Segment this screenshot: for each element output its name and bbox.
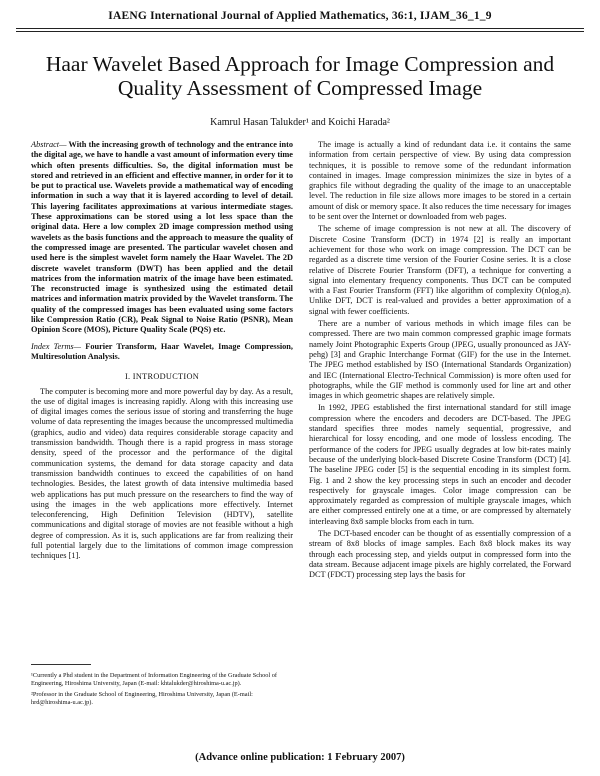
publication-footer: (Advance online publication: 1 February 2007) — [195, 752, 405, 763]
abstract-text: With the increasing growth of technology and the entrance into the digital age, we have to handle a vast amount of information every time which often presents difficulties. So, the digital information must be stored and retrieved in an efficient and effective manner, in order for it to be put to practical use. Wavelets provide a mathematical way of encoding information in such a way that it is layered according to level of detail. This layering facilitates approximations at various intermediate stages. These approximations can be stored using a lot less space than the original data. Here a low complex 2D image compression method using wavelets as the basis functions and the approach to measure the quality of the compressed image are presented. The particular wavelet chosen and used here is the simplest wavelet form namely the Haar Wavelet. The 2D discrete wavelet transform (DWT) has been applied and the detail matrices from the information matrix of the image have been estimated. The reconstructed image is synthesized using the estimated detail matrices and information matrix provided by the Wavelet transform. The quality of the compressed images has been evaluated using some factors like Compression Ratio (CR), Peak Signal to Noise Ratio (PSNR), Mean Opinion Score (MOS), Picture Quality Scale (PQS) etc. — [31, 140, 293, 335]
paper-title: Haar Wavelet Based Approach for Image Compression and Quality Assessment of Compressed Image — [45, 52, 555, 100]
right-paragraph-1: The image is actually a kind of redundant data i.e. it contains the same information from certain perspective of view. By using data compression techniques, it is possible to remove some of the redundant information contained in images. Image compression minimizes the size in bytes of a graphics file without degrading the quality of the image to an unacceptable level. The reduction in file size allows more images to be stored in a certain amount of disk or memory space. It also reduces the time necessary for images to be sent over the Internet or downloaded from web pages. — [309, 140, 571, 222]
right-paragraph-4: In 1992, JPEG established the first international standard for still image compression where the encoders and decoders are DCT-based. The JPEG standard specifies three modes namely sequential, progressive, and hierarchical for lossy encoding, and one mode of lossless encoding. The performance of the coders for JPEG usually degrades at low bit-rates mainly because of the underlying block-based Discrete Cosine Transform (DCT) [4]. The baseline JPEG coder [5] is the sequential encoding in its simplest form. Fig. 1 and 2 show the key processing steps in such an encoder and decoder respectively for grayscale images. Color image compression can be approximately regarded as compression of multiple grayscale images, which are either compressed entirely one at a time, or are compressed by alternately interleaving 8x8 sample blocks from each in turn. — [309, 403, 571, 526]
index-terms-label: Index Terms— — [31, 341, 82, 351]
right-paragraph-5: The DCT-based encoder can be thought of as essentially compression of a stream of 8x8 blocks of image samples. Each 8x8 block makes its way through each processing step, and yields output in compressed form into the data stream. Because adjacent image pixels are highly correlated, the Forward DCT (FDCT) processing step lays the basis for — [309, 528, 571, 580]
right-column — [309, 140, 571, 582]
right-paragraph-2: The scheme of image compression is not new at all. The discovery of Discrete Cosine Transform (DCT) in 1974 [2] is really an important achievement for those who work on image compression. The DCT can be regarded as a discrete time version of the Fourier Cosine series. It is a close relative of Discrete Fourier Transform (DFT), a technique for converting a signal into elementary frequency components. Thus DCT can be computed with a Fast Fourier Transform (FFT) like algorithm of complexity O(nlog₂n). Unlike DFT, DCT is real-valued and provides a better approximation of a signal with fewer coefficients. — [309, 224, 571, 316]
left-column — [31, 140, 293, 564]
footnote-2: ²Professor in the Graduate School of Engineering, Hiroshima University, Japan (E-mail: hrd@hiroshima-u.ac.jp). — [31, 691, 253, 706]
abstract-label: Abstract— — [31, 140, 67, 149]
section-heading: I. INTRODUCTION — [124, 372, 200, 382]
right-paragraph-3: There are a number of various methods in which image files can be compressed. There are two main common compressed graphic image formats namely Joint Photographic Experts Group (JPEG, usually pronounced as JAY-pehg) [3] and Graphic Interchange Format (GIF) for the use in the Internet. The JPEG method established by ISO (International Standards Organization) and IEC (International Electro-Technical Commission) is more often used for photographs, while the GIF method is commonly used for line art and other images in which geometric shapes are relatively simple. — [309, 319, 571, 401]
footnote-1: ¹Currently a Phd student in the Department of Information Engineering of the Graduate School of Engineering, Hiroshima University, Japan (E-mail: khtalukder@hiroshima-u.ac.jp). — [31, 672, 278, 687]
header-rule-top — [16, 28, 584, 29]
journal-header: IAENG International Journal of Applied Mathematics, 36:1, IJAM_36_1_9 — [108, 10, 492, 22]
footnote-rule — [31, 664, 91, 665]
authors: Kamrul Hasan Talukder¹ and Koichi Harada² — [210, 117, 390, 128]
abstract — [31, 140, 293, 336]
intro-paragraph-1: The computer is becoming more and more powerful day by day. As a result, the use of digital images is increasing rapidly. Along with this increasing use of digital images comes the serious issue of storing and transferring the huge volume of data representing the images because the uncompressed multimedia (graphics, audio and video) data requires considerable storage capacity and transmission bandwidth. Though there is a rapid progress in mass storage density, speed of the processor and the performance of the digital communication systems, the demand for data storage capacity and data transmission bandwidth continues to exceed the capabilities of on hand technologies. Besides, the latest growth of data intensive multimedia based web applications has put much pressure on the researchers to find the way of using the images in the web applications more effectively. Internet teleconferencing, High Definition Television (HDTV), satellite communications and digital storage of movies are not feasible without a high degree of compression. As it is, such applications are far from realizing their full potential largely due to the limitations of common image compression techniques [1]. — [31, 386, 293, 561]
footnotes — [31, 672, 293, 710]
header-rule-bottom — [16, 31, 584, 32]
index-terms-text: Fourier Transform, Haar Wavelet, Image Compression, Multiresolution Analysis. — [31, 341, 293, 361]
index-terms — [31, 342, 293, 363]
